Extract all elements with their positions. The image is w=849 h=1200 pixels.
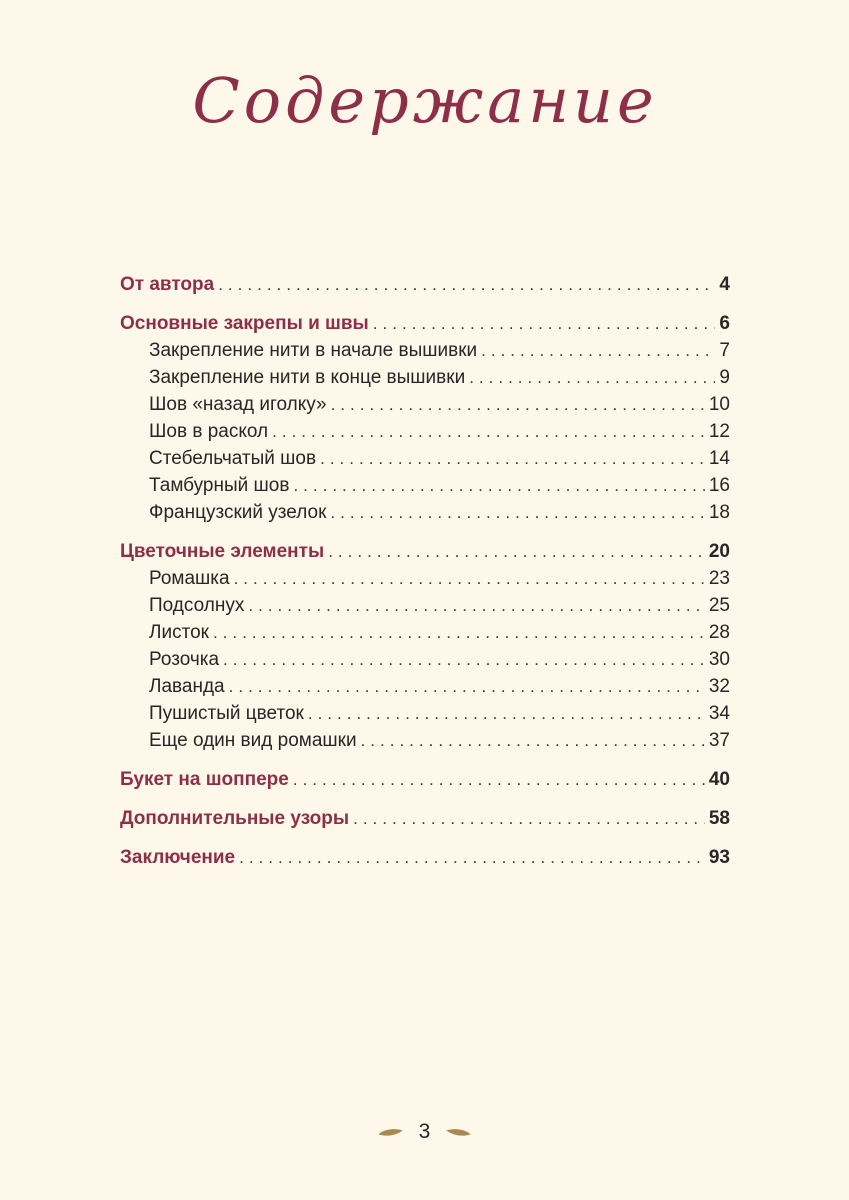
toc-dot-leader — [320, 445, 705, 472]
toc-entry — [120, 391, 730, 418]
toc-dot-leader — [361, 727, 705, 754]
toc-entry — [120, 418, 730, 445]
toc-entry-page: 25 — [708, 595, 730, 616]
leaf-ornament-right-icon — [445, 1127, 472, 1138]
toc-entry-title: Листок — [149, 622, 209, 643]
toc-entry-page: 32 — [708, 676, 730, 697]
toc-entry-title: Дополнительные узоры — [120, 808, 350, 829]
toc-dot-leader — [218, 271, 715, 298]
toc-entry-page: 20 — [708, 541, 730, 562]
toc-entry-title: Шов «назад иголку» — [149, 394, 327, 415]
toc-entry — [120, 472, 730, 499]
toc-entry — [120, 565, 730, 592]
toc-list — [120, 271, 730, 871]
toc-entry — [120, 271, 730, 298]
toc-entry-title: Тамбурный шов — [149, 475, 290, 496]
toc-entry-page: 40 — [708, 769, 730, 790]
toc-dot-leader — [223, 646, 705, 673]
toc-entry-title: Букет на шоппере — [120, 769, 289, 790]
toc-entry-page: 9 — [719, 367, 730, 388]
toc-dot-leader — [234, 565, 705, 592]
toc-dot-leader — [331, 391, 705, 418]
toc-entry-page: 4 — [719, 274, 730, 295]
toc-entry-page: 7 — [719, 340, 730, 361]
toc-entry — [120, 727, 730, 754]
toc-entry-page: 10 — [708, 394, 730, 415]
toc-entry-title: Стебельчатый шов — [149, 448, 317, 469]
toc-dot-leader — [469, 364, 715, 391]
toc-entry-page: 28 — [708, 622, 730, 643]
toc-entry — [120, 700, 730, 727]
toc-entry-title: Закрепление нити в начале вышивки — [149, 340, 478, 361]
toc-entry-title: Закрепление нити в конце вышивки — [149, 367, 466, 388]
toc-entry-page: 16 — [708, 475, 730, 496]
toc-entry — [120, 337, 730, 364]
toc-entry-page: 14 — [708, 448, 730, 469]
toc-dot-leader — [373, 310, 716, 337]
toc-entry — [120, 766, 730, 793]
page-number: 3 — [418, 1120, 431, 1143]
toc-entry — [120, 805, 730, 832]
toc-entry-page: 37 — [708, 730, 730, 751]
toc-entry — [120, 364, 730, 391]
toc-dot-leader — [239, 844, 705, 871]
toc-entry-page: 58 — [708, 808, 730, 829]
toc-entry-title: Пушистый цветок — [149, 703, 304, 724]
toc-dot-leader — [293, 766, 705, 793]
toc-entry-title: Розочка — [149, 649, 220, 670]
toc-dot-leader — [353, 805, 705, 832]
toc-entry — [120, 538, 730, 565]
toc-dot-leader — [328, 538, 705, 565]
toc-entry-title: Ромашка — [149, 568, 230, 589]
toc-dot-leader — [213, 619, 705, 646]
toc-dot-leader — [308, 700, 705, 727]
toc-dot-leader — [481, 337, 715, 364]
toc-entry — [120, 310, 730, 337]
toc-entry-title: Цветочные элементы — [120, 541, 325, 562]
toc-entry — [120, 844, 730, 871]
toc-entry-page: 23 — [708, 568, 730, 589]
leaf-ornament-left-icon — [377, 1127, 404, 1138]
toc-dot-leader — [272, 418, 705, 445]
page-title: Содержание — [192, 64, 658, 137]
toc-entry-title: Подсолнух — [149, 595, 245, 616]
toc-entry-title: От автора — [120, 274, 215, 295]
toc-entry-page: 93 — [708, 847, 730, 868]
toc-entry — [120, 646, 730, 673]
toc-dot-leader — [293, 472, 704, 499]
toc-dot-leader — [229, 673, 705, 700]
toc-entry-page: 6 — [719, 313, 730, 334]
toc-entry — [120, 499, 730, 526]
page-footer — [0, 1120, 849, 1144]
toc-entry-page: 30 — [708, 649, 730, 670]
toc-entry-page: 34 — [708, 703, 730, 724]
toc-entry — [120, 445, 730, 472]
toc-dot-leader — [248, 592, 705, 619]
toc-entry — [120, 619, 730, 646]
toc-entry-title: Шов в раскол — [149, 421, 269, 442]
toc-entry-title: Заключение — [120, 847, 236, 868]
toc-entry-title: Еще один вид ромашки — [149, 730, 357, 751]
toc-dot-leader — [330, 499, 704, 526]
toc-entry-title: Лаванда — [149, 676, 225, 697]
toc-entry-title: Основные закрепы и швы — [120, 313, 369, 334]
toc-entry — [120, 592, 730, 619]
toc-entry — [120, 673, 730, 700]
toc-entry-title: Французский узелок — [149, 502, 327, 523]
toc-entry-page: 18 — [708, 502, 730, 523]
toc-entry-page: 12 — [708, 421, 730, 442]
